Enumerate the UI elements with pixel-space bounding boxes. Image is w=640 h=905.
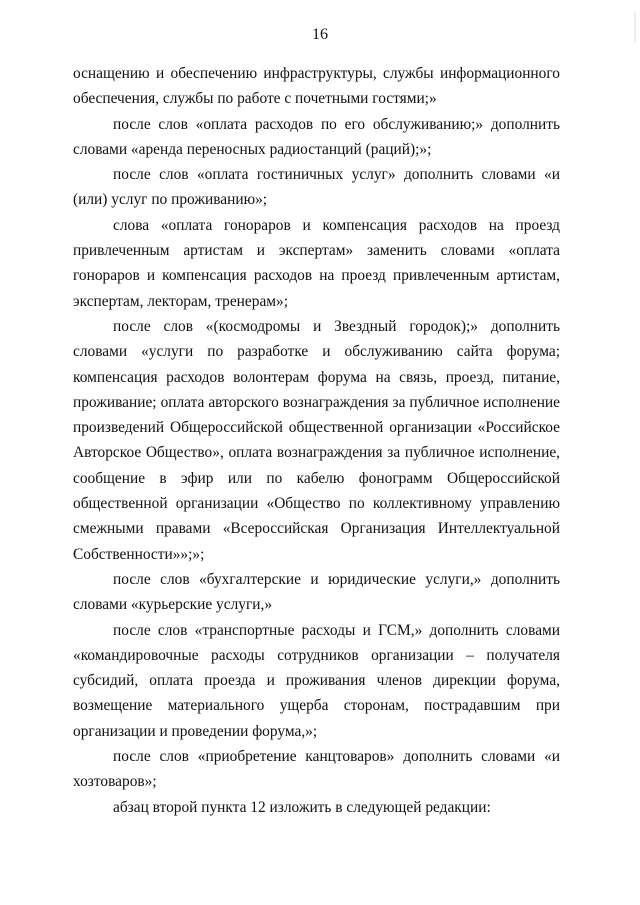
paragraph-radio-rental: после слов «оплата расходов по его обслуживанию;» дополнить словами «аренда переносных радиостанций (раций);»; [73, 115, 560, 158]
paragraph-point-12: абзац второй пункта 12 изложить в следующей редакции: [113, 798, 491, 816]
paragraph-household-goods: после слов «приобретение канцтоваров» дополнить словами «и хозтоваров»; [73, 748, 560, 791]
paragraph-continuation: оснащению и обеспечению инфраструктуры, службы информационного обеспечения, службы по работе с почетными гостями;» [73, 65, 560, 108]
page-number: 16 [312, 26, 328, 43]
paragraph-website-services: после слов «(космодромы и Звездный городок);» дополнить словами «услуги по разработке и обслуживанию сайта форума; компенсация расходов волонтерам форума на связь, проезд, питание, проживание; оплата авторского вознаграждения за публичное исполнение произведений Общероссийской общественной организации «Российское Авторское Общество», оплата вознаграждения за публичное исполнение, сообщение в эфир или по кабелю фонограмм Общероссийской общественной организации «Общество по коллективному управлению смежными правами «Всероссийская Организация Интеллектуальной Собственности»»;»; [73, 317, 560, 563]
paragraph-accommodation: после слов «оплата гостиничных услуг» дополнить словами «и (или) услуг по проживанию»; [73, 166, 560, 209]
paragraph-courier-services: после слов «бухгалтерские и юридические услуги,» дополнить словами «курьерские услуги,» [73, 570, 560, 614]
paragraph-travel-expenses: после слов «транспортные расходы и ГСМ,» дополнить словами «командировочные расходы сотрудников организации – получателя субсидий, оплата проезда и проживания членов дирекции форума, возмещение материального ущерба сторонам, пострадавшим при организации и проведении форума,»; [73, 621, 560, 740]
document-body [73, 61, 560, 820]
paragraph-fees-replacement: слова «оплата гонораров и компенсация расходов на проезд привлеченным артистам и экспертам» заменить словами «оплата гонораров и компенсация расходов на проезд привлеченным артистам, экспертам, лекторам, тренерам»; [73, 216, 560, 310]
